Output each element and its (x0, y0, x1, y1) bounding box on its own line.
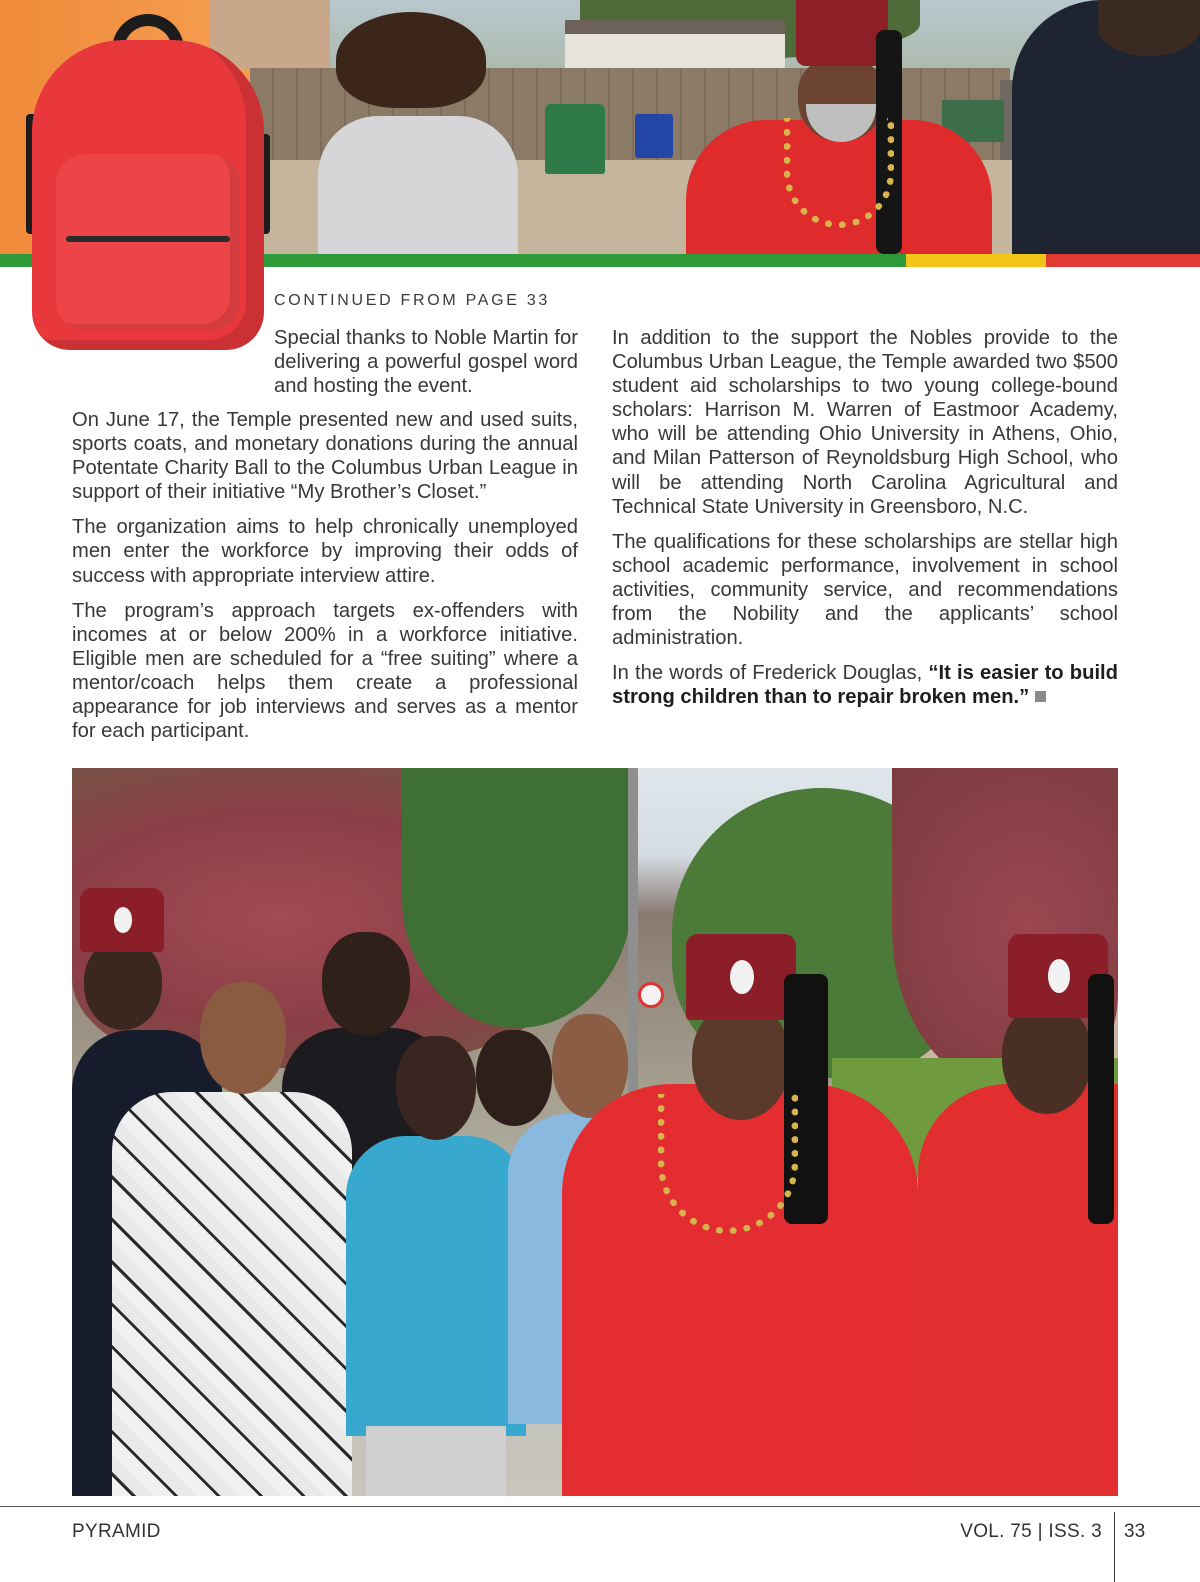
left-paragraph-1: On June 17, the Temple presented new and used suits, sports coats, and monetary donations during the annual Potentate Charity Ball to the Columbus Urban League in support of their initiative “My Brother’s Closet.” (72, 409, 578, 504)
page-number: 33 (1124, 1521, 1146, 1542)
closing-lead: In the words of Frederick Douglas, (612, 662, 929, 685)
girl-figure (318, 12, 518, 254)
right-column (612, 326, 1118, 720)
boy-head (200, 982, 286, 1094)
left-column (72, 408, 578, 754)
end-mark-icon (1035, 691, 1046, 702)
man-figure-right (1012, 0, 1200, 254)
backpack-zipper (66, 236, 230, 242)
noble-center-chain (658, 1094, 798, 1234)
girl-hair (336, 12, 486, 108)
noble-figure (686, 0, 992, 254)
right-paragraph-1: In addition to the support the Nobles provide to the Columbus Urban League, the Temple awarded two $500 student aid scholarships to two young college-bound scholars: Harrison M. Warren of Eastmoor Academy, who will be attending Ohio University in Athens, Ohio, and Milan Patterson of Reynoldsburg High School, who will be attending North Carolina Agricultural and Technical State University in Greensboro, N.C. (612, 327, 1118, 518)
boy-figure (112, 982, 352, 1496)
publication-name: PYRAMID (72, 1521, 161, 1542)
noble-center-figure (562, 934, 918, 1496)
noble-right-head (1002, 1004, 1092, 1114)
closing-quote: “It is easier to build strong children than to repair broken men.” (612, 662, 1119, 709)
footer-divider (1114, 1512, 1115, 1582)
intro-column (274, 326, 578, 409)
girl-teal-pants (366, 1426, 506, 1496)
backpack-pocket (56, 154, 240, 330)
footer-rule (0, 1506, 1200, 1507)
volume-issue: VOL. 75 | ISS. 3 (960, 1521, 1102, 1542)
girl-shirt (318, 116, 518, 254)
continued-kicker: CONTINUED FROM PAGE 33 (274, 292, 551, 309)
girl-teal-head (396, 1036, 476, 1140)
noble-right-tassel (1088, 974, 1114, 1224)
noble-right-figure (918, 934, 1118, 1496)
backpack-icon (26, 14, 270, 354)
noble-fez (796, 0, 888, 66)
trash-bin-green (545, 104, 605, 174)
man-head (1098, 0, 1200, 56)
noble-center-fez (686, 934, 796, 1020)
color-bar-red (1046, 254, 1200, 267)
left-paragraph-3: The program’s approach targets ex-offenders with incomes at or below 200% in a workforce initiative. Eligible men are scheduled for a “free suiting” where a mentor/coach helps them create a professional appearance for job interviews and serves as a mentor for each participant. (72, 599, 578, 743)
closing-paragraph (612, 661, 1118, 709)
left-paragraph-2: The organization aims to help chronically unemployed men enter the workforce by improving their odds of success with appropriate interview attire. (72, 516, 578, 587)
noble-chain (784, 118, 894, 228)
right-paragraph-2: The qualifications for these scholarships are stellar high school academic performance, involvement in school activities, community service, and recommendations from the Nobility and the applicants’ school administration. (612, 530, 1118, 650)
noble-left-fez (80, 888, 164, 952)
color-bar-yellow (906, 254, 1046, 267)
intro-paragraph: Special thanks to Noble Martin for delivering a powerful gospel word and hosting the event. (274, 327, 578, 398)
recycling-bin-blue (635, 114, 673, 158)
group-photo (72, 768, 1118, 1496)
boy-shirt (112, 1092, 352, 1496)
